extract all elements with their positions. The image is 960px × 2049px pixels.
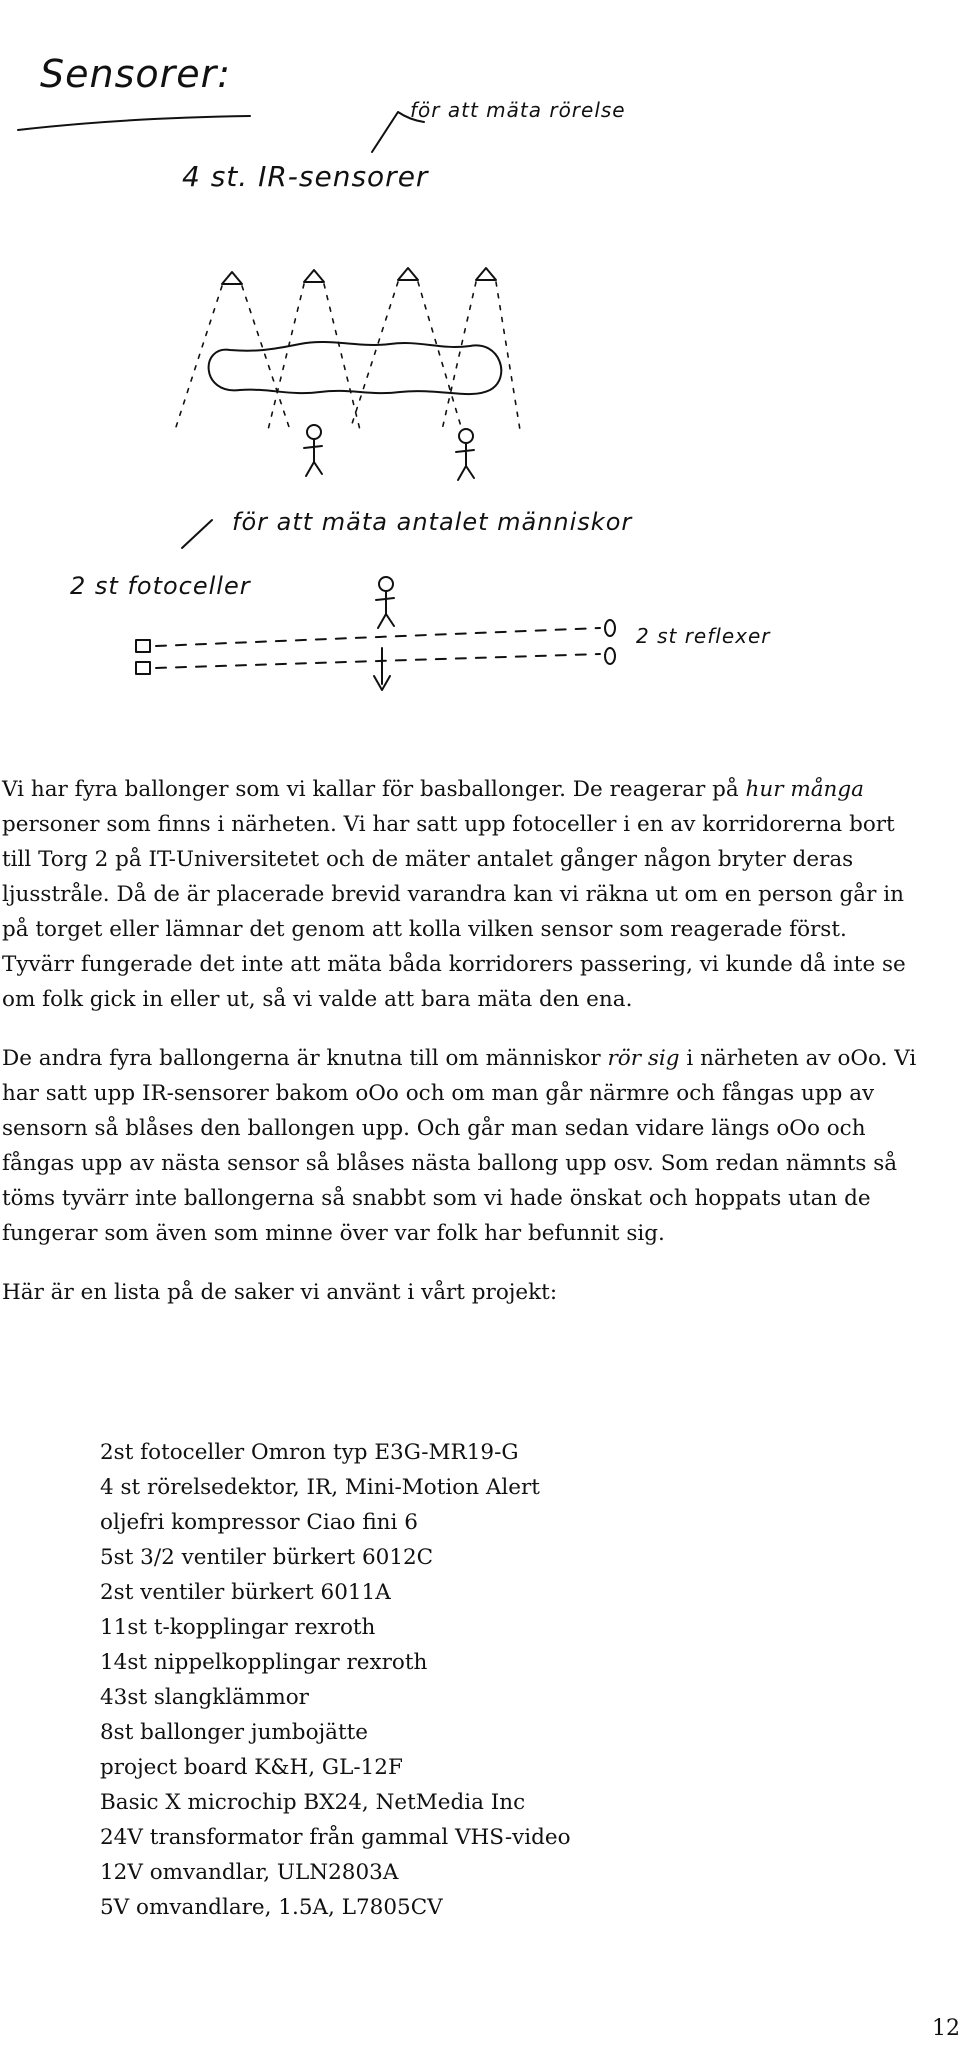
title-underline — [18, 116, 250, 130]
person-figure — [456, 429, 474, 480]
paragraph-ir-sensorer — [2, 1041, 922, 1251]
photocell — [136, 662, 150, 674]
list-item: 8st ballonger jumbojätte — [100, 1720, 369, 1745]
paragraph-basballonger — [2, 772, 922, 1017]
walking-person-figure — [374, 577, 394, 690]
parts-list — [100, 1435, 571, 1925]
reflector-label: 2 st reflexer — [636, 624, 771, 648]
page-number: 12 — [932, 2016, 960, 2041]
person-figure — [304, 425, 322, 476]
list-item: 11st t-kopplingar rexroth — [100, 1615, 376, 1640]
text-run: Vi har fyra ballonger som vi kallar för basballonger. De reagerar på — [2, 777, 746, 802]
ir-sensor — [398, 268, 418, 280]
ir-sensor — [476, 268, 496, 280]
reflector — [605, 648, 615, 664]
ir-sensor — [222, 272, 242, 284]
list-item: 24V transformator från gammal VHS-video — [100, 1825, 571, 1850]
ir-sensor — [304, 270, 324, 282]
list-intro: Här är en lista på de saker vi använt i vårt projekt: — [2, 1280, 558, 1305]
list-item: project board K&H, GL-12F — [100, 1755, 403, 1780]
list-item: 2st ventiler bürkert 6011A — [100, 1580, 391, 1605]
photocell-group — [136, 620, 615, 674]
ooo-balloon-shape — [209, 342, 502, 394]
list-item: 2st fotoceller Omron typ E3G-MR19-G — [100, 1440, 519, 1465]
list-item: 5V omvandlare, 1.5A, L7805CV — [100, 1895, 443, 1920]
text-run: i närheten av oOo. Vi har satt upp IR-sensorer bakom oOo och om man går närmre och fångas upp av sensorn så blåses den ballongen upp. Och går man sedan vidare längs oOo och fångas upp av nästa sensor så blåses nästa ballong upp osv. Som redan nämnts så töms tyvärr inte ballongerna så snabbt som vi hade önskat och hoppats utan de fungerar som även som minne över var folk har befunnit sig. — [2, 1046, 917, 1246]
list-item: 12V omvandlar, ULN2803A — [100, 1860, 399, 1885]
list-item: 4 st rörelsedektor, IR, Mini-Motion Alert — [100, 1475, 540, 1500]
people-count-label: för att mäta antalet människor — [232, 508, 633, 536]
list-item: 5st 3/2 ventiler bürkert 6012C — [100, 1545, 434, 1570]
photocell-label: 2 st fotoceller — [70, 572, 251, 600]
list-item: 43st slangklämmor — [100, 1685, 309, 1710]
text-run: personer som finns i närheten. Vi har satt upp fotoceller i en av korridorerna bort till Torg 2 på IT-Universitetet och de mäter antalet gånger någon bryter deras ljusstråle. Då de är placerade brevid varandra kan vi räkna ut om en person går in på torget eller lämnar det genom att kolla vilken sensor som reagerade först. Tyvärr fungerade det inte att mäta båda korridorers passering, vi kunde då inte se om folk gick in eller ut, så vi valde att bara mäta den ena. — [2, 812, 906, 1012]
text-run-italic: rör sig — [607, 1046, 680, 1071]
sketch-title: Sensorer: — [40, 52, 232, 96]
motion-label: för att mäta rörelse — [410, 98, 626, 122]
reflector — [605, 620, 615, 636]
list-item: 14st nippelkopplingar rexroth — [100, 1650, 428, 1675]
text-run: De andra fyra ballongerna är knutna till om människor — [2, 1046, 608, 1071]
photocell — [136, 640, 150, 652]
list-item: Basic X microchip BX24, NetMedia Inc — [100, 1790, 526, 1815]
body-text — [2, 772, 922, 1334]
text-run-italic: hur många — [745, 777, 864, 802]
list-item: oljefri kompressor Ciao fini 6 — [100, 1510, 418, 1535]
ir-sensor-label: 4 st. IR-sensorer — [182, 160, 429, 193]
people-pointer — [182, 520, 212, 548]
